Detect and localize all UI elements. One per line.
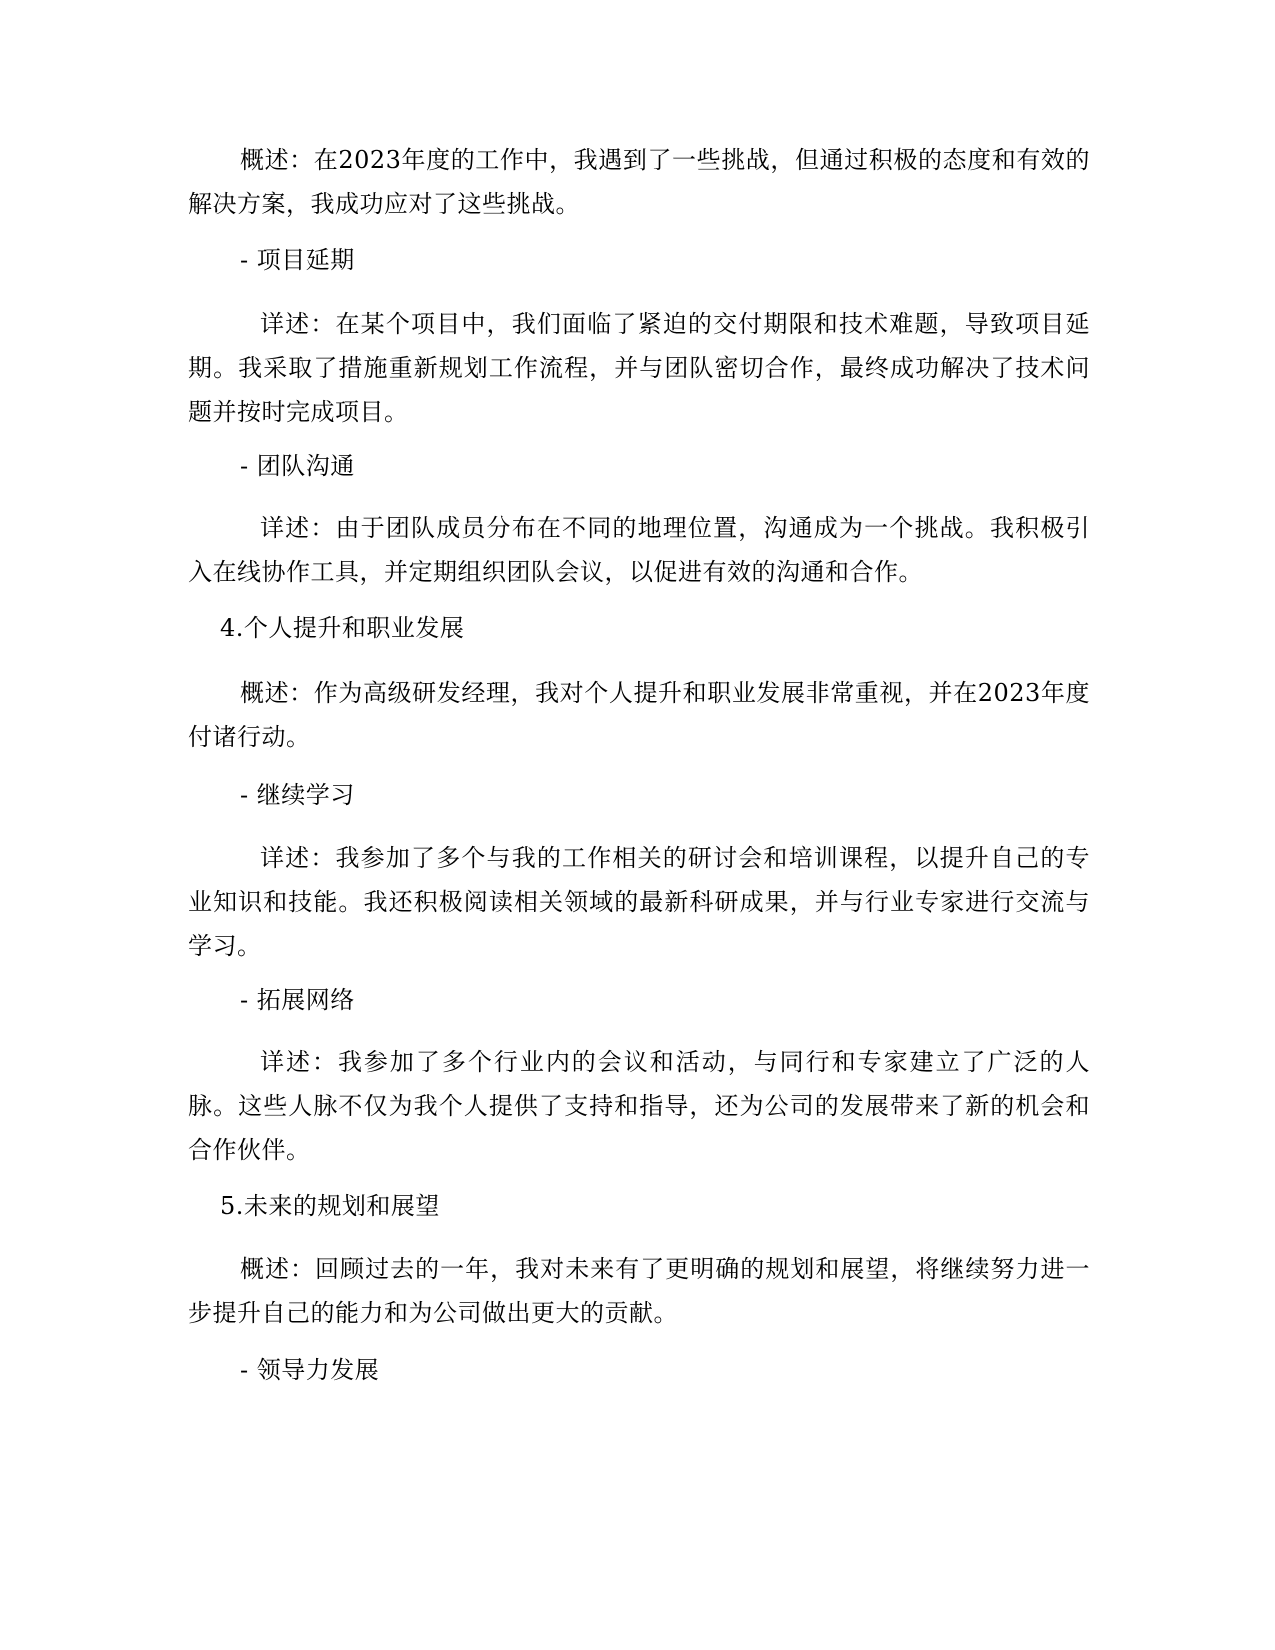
bullet-project-delay: - 项目延期 xyxy=(240,246,355,274)
bullet-team-communication: - 团队沟通 xyxy=(240,452,355,480)
section-heading-personal-growth: 4.个人提升和职业发展 xyxy=(220,614,465,642)
overview-challenges-paragraph: 概述：在2023年度的工作中，我遇到了一些挑战，但通过积极的态度和有效的解决方案，我成功应对了这些挑战。 xyxy=(188,146,1090,218)
overview-personal-growth-paragraph: 概述：作为高级研发经理，我对个人提升和职业发展非常重视，并在2023年度付诸行动。 xyxy=(188,679,1090,751)
detail-expand-network-paragraph: 详述：我参加了多个行业内的会议和活动，与同行和专家建立了广泛的人脉。这些人脉不仅为我个人提供了支持和指导，还为公司的发展带来了新的机会和合作伙伴。 xyxy=(188,1048,1090,1164)
detail-continued-learning-paragraph: 详述：我参加了多个与我的工作相关的研讨会和培训课程，以提升自己的专业知识和技能。我还积极阅读相关领域的最新科研成果，并与行业专家进行交流与学习。 xyxy=(188,844,1090,960)
bullet-continued-learning: - 继续学习 xyxy=(240,781,355,809)
detail-project-delay-paragraph: 详述：在某个项目中，我们面临了紧迫的交付期限和技术难题，导致项目延期。我采取了措施重新规划工作流程，并与团队密切合作，最终成功解决了技术问题并按时完成项目。 xyxy=(188,310,1090,426)
detail-team-communication-paragraph: 详述：由于团队成员分布在不同的地理位置，沟通成为一个挑战。我积极引入在线协作工具，并定期组织团队会议，以促进有效的沟通和合作。 xyxy=(188,514,1090,586)
bullet-expand-network: - 拓展网络 xyxy=(240,986,355,1014)
section-heading-future-plans: 5.未来的规划和展望 xyxy=(220,1192,440,1220)
overview-future-plans-paragraph: 概述：回顾过去的一年，我对未来有了更明确的规划和展望，将继续努力进一步提升自己的能力和为公司做出更大的贡献。 xyxy=(188,1255,1090,1327)
bullet-leadership-development: - 领导力发展 xyxy=(240,1356,380,1384)
